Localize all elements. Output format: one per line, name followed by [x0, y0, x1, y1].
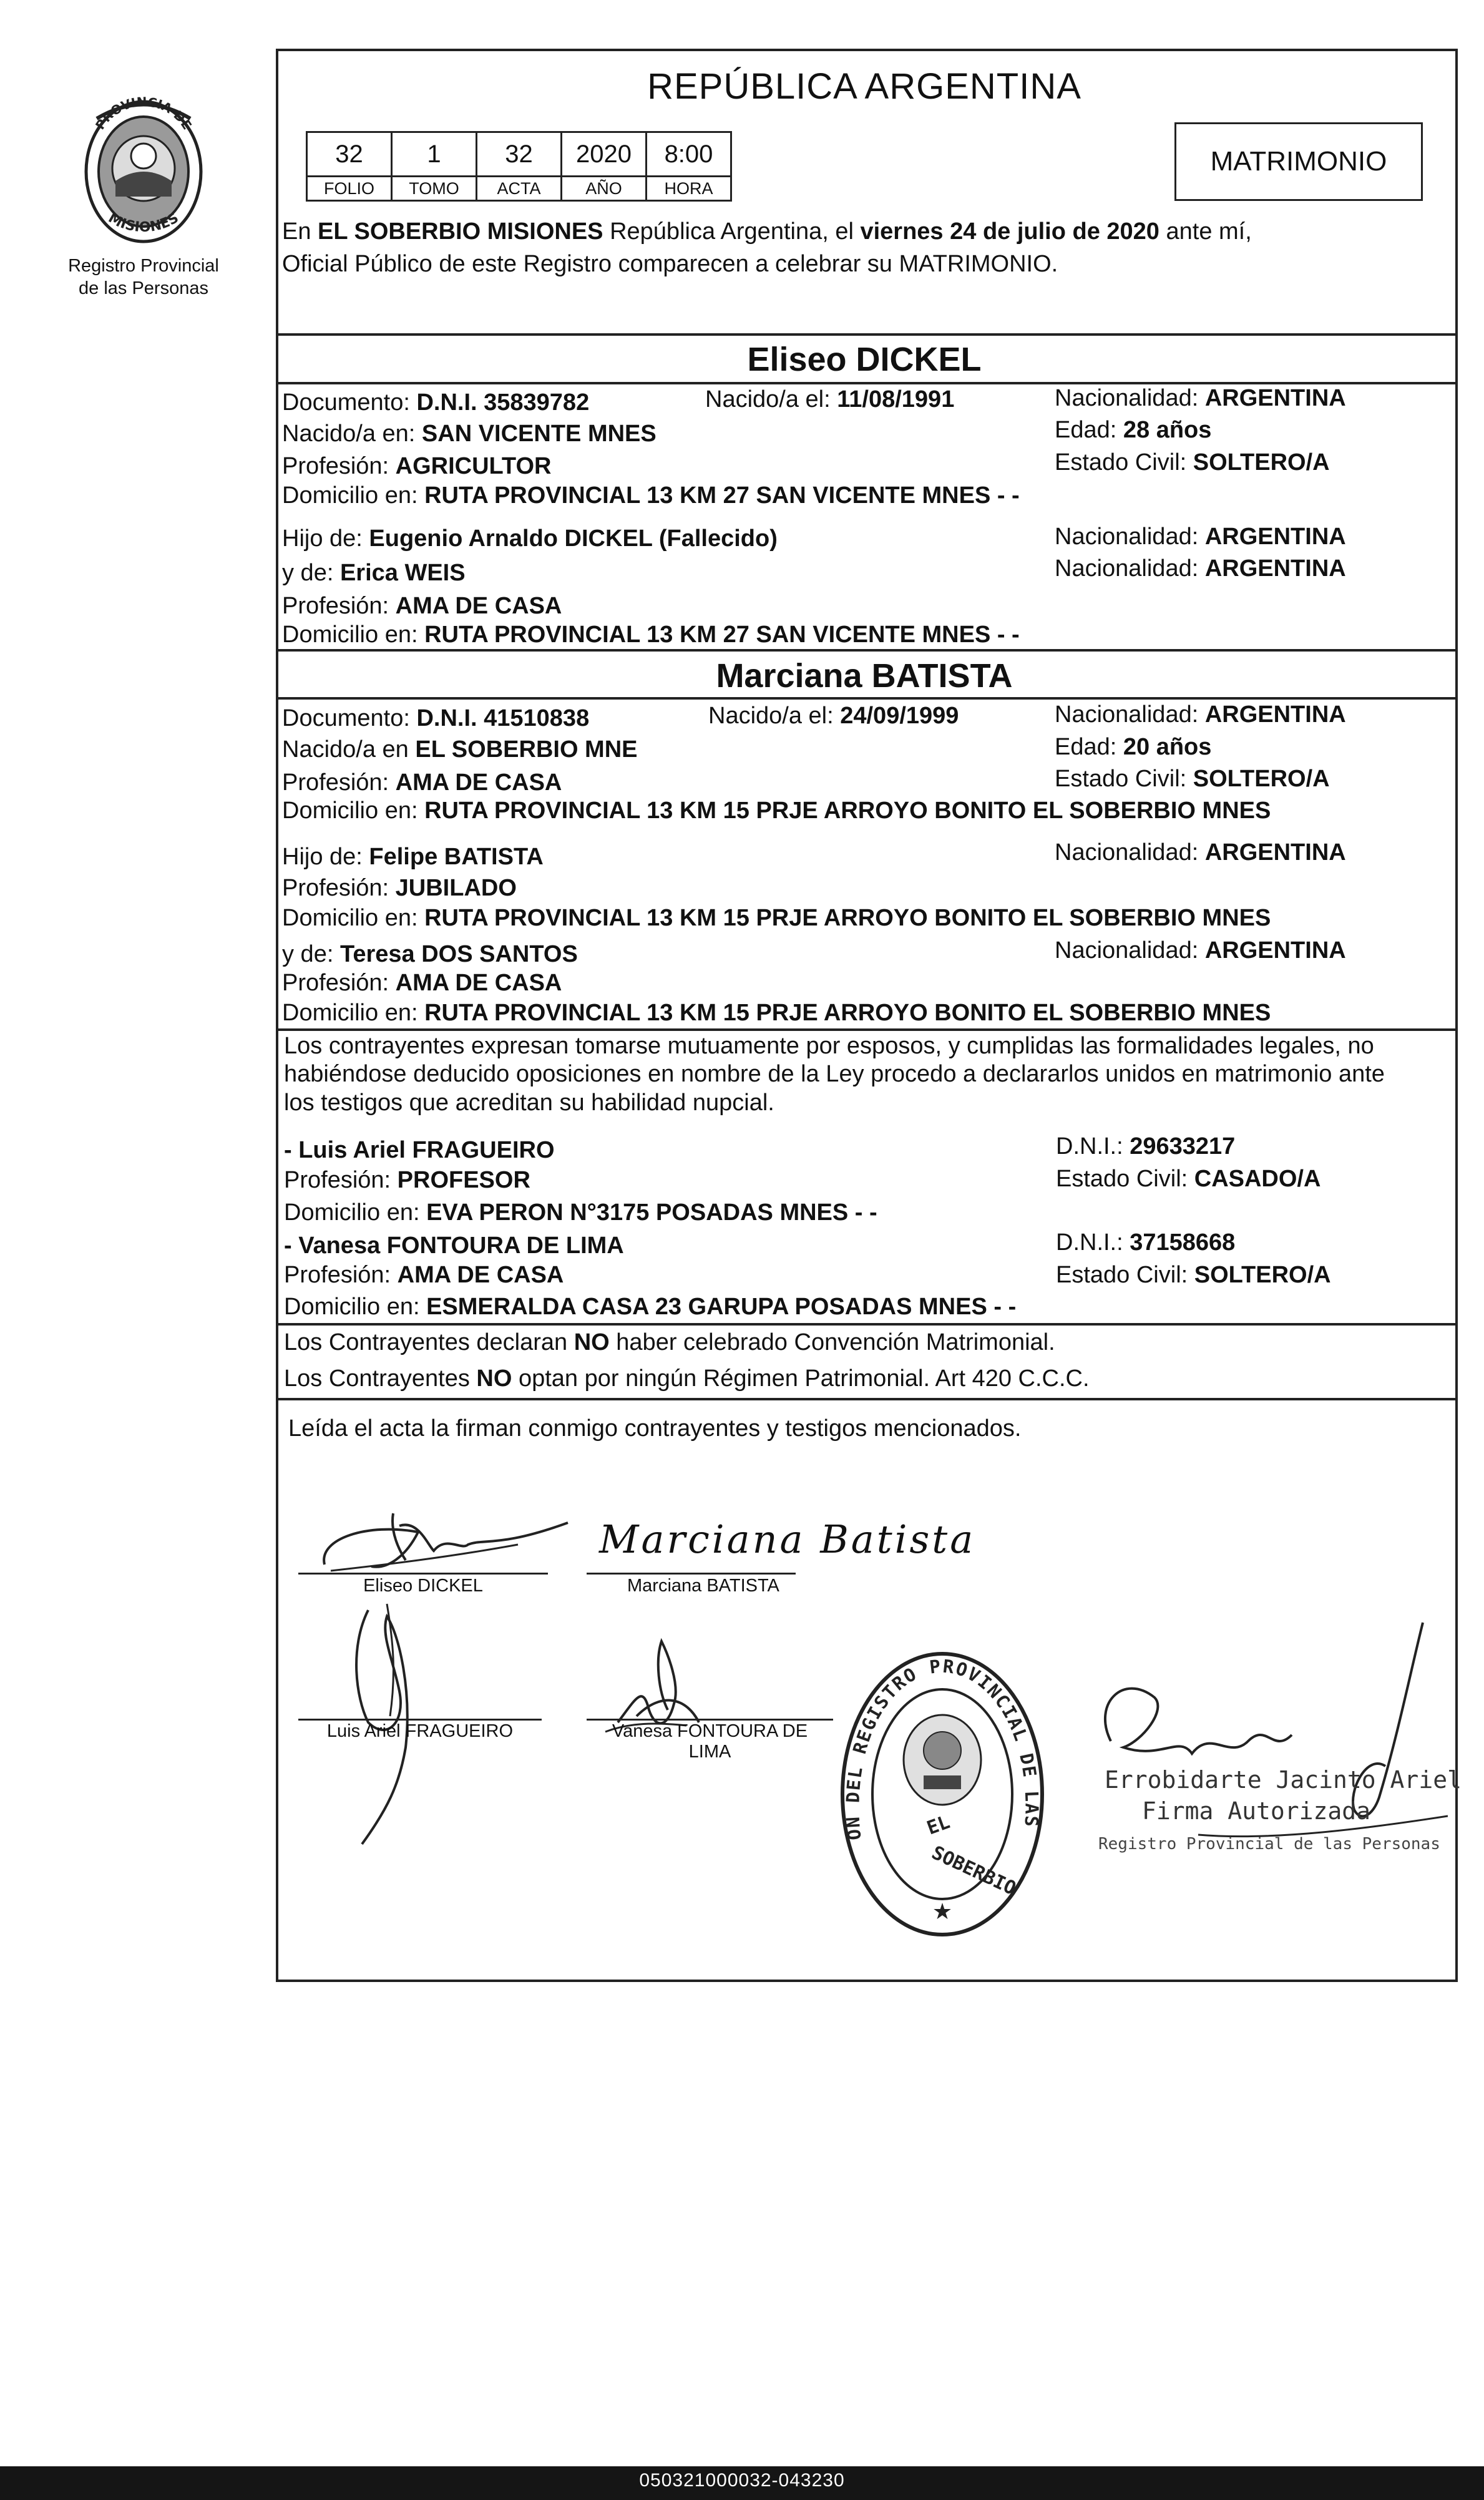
- intro-line2: Oficial Público de este Registro comparecen a celebrar su MATRIMONIO.: [282, 251, 1058, 277]
- tomo-label: TOMO: [392, 177, 477, 201]
- page-title: REPÚBLICA ARGENTINA: [647, 66, 1081, 107]
- registration-table: [306, 131, 732, 202]
- witness2-caption-line1: Vanesa FONTOURA DE: [612, 1721, 808, 1741]
- groom-parent-address: Domicilio en: RUTA PROVINCIAL 13 KM 27 SAN VICENTE MNES - -: [282, 622, 1020, 648]
- intro-p2: República Argentina, el: [603, 218, 861, 245]
- bride-nationality: Nacionalidad: ARGENTINA: [1055, 701, 1346, 728]
- groom-signature-line: [298, 1573, 548, 1575]
- groom-documento: Documento: D.N.I. 35839782: [282, 389, 590, 416]
- intro-place: EL SOBERBIO MISIONES: [318, 218, 603, 245]
- folio-value: 32: [307, 132, 392, 177]
- groom-age: Edad: 28 años: [1055, 417, 1212, 443]
- intro-p1: En: [282, 218, 318, 245]
- bride-age: Edad: 20 años: [1055, 734, 1212, 760]
- year-value: 2020: [562, 132, 647, 177]
- groom-father-nationality: Nacionalidad: ARGENTINA: [1055, 524, 1346, 550]
- bride-birth-date: Nacido/a el: 24/09/1999: [708, 703, 959, 729]
- folio-label: FOLIO: [307, 177, 392, 201]
- groom-parent-profession: Profesión: AMA DE CASA: [282, 593, 562, 619]
- stamp-center-soberbio: SOBERBIO: [928, 1842, 1020, 1900]
- registry-caption: [50, 255, 237, 300]
- bride-signature-caption: Marciana BATISTA: [627, 1576, 779, 1596]
- svg-text:★: ★: [932, 1898, 953, 1924]
- bride-civil-status: Estado Civil: SOLTERO/A: [1055, 766, 1330, 792]
- groom-mother-nationality: Nacionalidad: ARGENTINA: [1055, 555, 1346, 582]
- convention-line2: Los Contrayentes NO optan por ningún Régimen Patrimonial. Art 420 C.C.C.: [284, 1365, 1090, 1392]
- official-registry: Registro Provincial de las Personas: [1098, 1835, 1440, 1853]
- divider: [276, 1323, 1455, 1326]
- witness1-civil-status: Estado Civil: CASADO/A: [1056, 1166, 1321, 1192]
- witness2-name: - Vanesa FONTOURA DE LIMA: [284, 1233, 624, 1259]
- witness2-dni: D.N.I.: 37158668: [1056, 1229, 1236, 1256]
- witness1-signature-line: [298, 1719, 542, 1721]
- registry-seal-logo: [78, 94, 209, 250]
- bride-mother: y de: Teresa DOS SANTOS: [282, 941, 578, 967]
- divider: [276, 649, 1455, 652]
- witness2-civil-status: Estado Civil: SOLTERO/A: [1056, 1262, 1331, 1288]
- official-name: Errobidarte Jacinto Ariel: [1105, 1766, 1462, 1794]
- year-label: AÑO: [562, 177, 647, 201]
- bride-father-nationality: Nacionalidad: ARGENTINA: [1055, 839, 1346, 866]
- groom-mother: y de: Erica WEIS: [282, 560, 466, 586]
- acta-value: 32: [477, 132, 562, 177]
- witness2-profession: Profesión: AMA DE CASA: [284, 1262, 564, 1288]
- declaration-line1: Los contrayentes expresan tomarse mutuamente por esposos, y cumplidas las formalidades legales, no: [284, 1033, 1374, 1059]
- bride-signature-line: [587, 1573, 796, 1575]
- bride-address: Domicilio en: RUTA PROVINCIAL 13 KM 15 PRJE ARROYO BONITO EL SOBERBIO MNES: [282, 798, 1271, 824]
- witness1-address: Domicilio en: EVA PERON N°3175 POSADAS MNES - -: [284, 1199, 877, 1226]
- groom-profession: Profesión: AGRICULTOR: [282, 453, 552, 479]
- intro-line1: [282, 218, 1252, 245]
- bride-profession: Profesión: AMA DE CASA: [282, 769, 562, 796]
- bride-father-address: Domicilio en: RUTA PROVINCIAL 13 KM 15 PRJE ARROYO BONITO EL SOBERBIO MNES: [282, 905, 1271, 931]
- bride-mother-nationality: Nacionalidad: ARGENTINA: [1055, 937, 1346, 964]
- witness1-signature-caption: Luis Ariel FRAGUEIRO: [326, 1721, 514, 1741]
- record-type-badge: MATRIMONIO: [1174, 122, 1423, 201]
- groom-birth-place: Nacido/a en: SAN VICENTE MNES: [282, 421, 657, 447]
- witness2-caption-line2: LIMA: [688, 1742, 731, 1762]
- divider: [276, 697, 1455, 700]
- intro-p3: ante mí,: [1159, 218, 1252, 245]
- registry-caption-line1: Registro Provincial: [68, 256, 219, 276]
- divider: [276, 1028, 1455, 1031]
- groom-father: Hijo de: Eugenio Arnaldo DICKEL (Fallecido): [282, 525, 778, 552]
- svg-text:DELEGACION DEL REGISTRO PROVIN: DELEGACION DEL REGISTRO PROVINCIAL DE LAS PERSONAS: [830, 1631, 1043, 1842]
- bride-handwritten-signature: Marciana Batista: [599, 1516, 976, 1562]
- declaration-line3: los testigos que acreditan su habilidad nupcial.: [284, 1090, 774, 1116]
- bride-mother-profession: Profesión: AMA DE CASA: [282, 970, 562, 996]
- official-signature: [1086, 1610, 1460, 1872]
- bride-documento: Documento: D.N.I. 41510838: [282, 705, 590, 731]
- groom-birth-date: Nacido/a el: 11/08/1991: [705, 386, 955, 413]
- bride-father: Hijo de: Felipe BATISTA: [282, 844, 544, 870]
- svg-text:MISIONES: MISIONES: [105, 210, 182, 236]
- witness2-signature-line: [587, 1719, 833, 1721]
- delegation-stamp: [830, 1631, 1048, 1941]
- official-title: Firma Autorizada: [1142, 1797, 1371, 1825]
- witness1-profession: Profesión: PROFESOR: [284, 1167, 530, 1193]
- groom-civil-status: Estado Civil: SOLTERO/A: [1055, 449, 1330, 476]
- groom-nationality: Nacionalidad: ARGENTINA: [1055, 385, 1346, 411]
- acta-label: ACTA: [477, 177, 562, 201]
- intro-date: viernes 24 de julio de 2020: [860, 218, 1159, 245]
- divider: [276, 382, 1455, 384]
- bride-father-profession: Profesión: JUBILADO: [282, 875, 517, 901]
- svg-text:PROVINCIA DE: PROVINCIA DE: [92, 94, 195, 132]
- groom-name: Eliseo DICKEL: [747, 341, 982, 378]
- declaration-line2: habiéndose deducido oposiciones en nombre de la Ley procedo a declararlos unidos en matrimonio ante: [284, 1061, 1385, 1087]
- document-code: 050321000032-043230: [639, 2470, 845, 2491]
- convention-line1: Los Contrayentes declaran NO haber celebrado Convención Matrimonial.: [284, 1329, 1055, 1355]
- witness2-address: Domicilio en: ESMERALDA CASA 23 GARUPA POSADAS MNES - -: [284, 1294, 1017, 1320]
- witness1-name: - Luis Ariel FRAGUEIRO: [284, 1137, 555, 1163]
- groom-signature-caption: Eliseo DICKEL: [363, 1576, 483, 1596]
- tomo-value: 1: [392, 132, 477, 177]
- bride-name: Marciana BATISTA: [716, 657, 1013, 695]
- registry-caption-line2: de las Personas: [79, 278, 208, 298]
- hour-label: HORA: [647, 177, 731, 201]
- stamp-center-el: EL: [924, 1811, 953, 1840]
- closing-text: Leída el acta la firman conmigo contrayentes y testigos mencionados.: [288, 1415, 1022, 1442]
- bride-birth-place: Nacido/a en EL SOBERBIO MNE: [282, 736, 638, 763]
- bride-mother-address: Domicilio en: RUTA PROVINCIAL 13 KM 15 PRJE ARROYO BONITO EL SOBERBIO MNES: [282, 1000, 1271, 1026]
- divider: [276, 333, 1455, 336]
- witness2-signature-caption: [587, 1721, 833, 1762]
- groom-signature: [312, 1495, 574, 1582]
- hour-value: 8:00: [647, 132, 731, 177]
- groom-address: Domicilio en: RUTA PROVINCIAL 13 KM 27 SAN VICENTE MNES - -: [282, 482, 1020, 509]
- witness1-dni: D.N.I.: 29633217: [1056, 1133, 1236, 1160]
- divider: [276, 1398, 1455, 1400]
